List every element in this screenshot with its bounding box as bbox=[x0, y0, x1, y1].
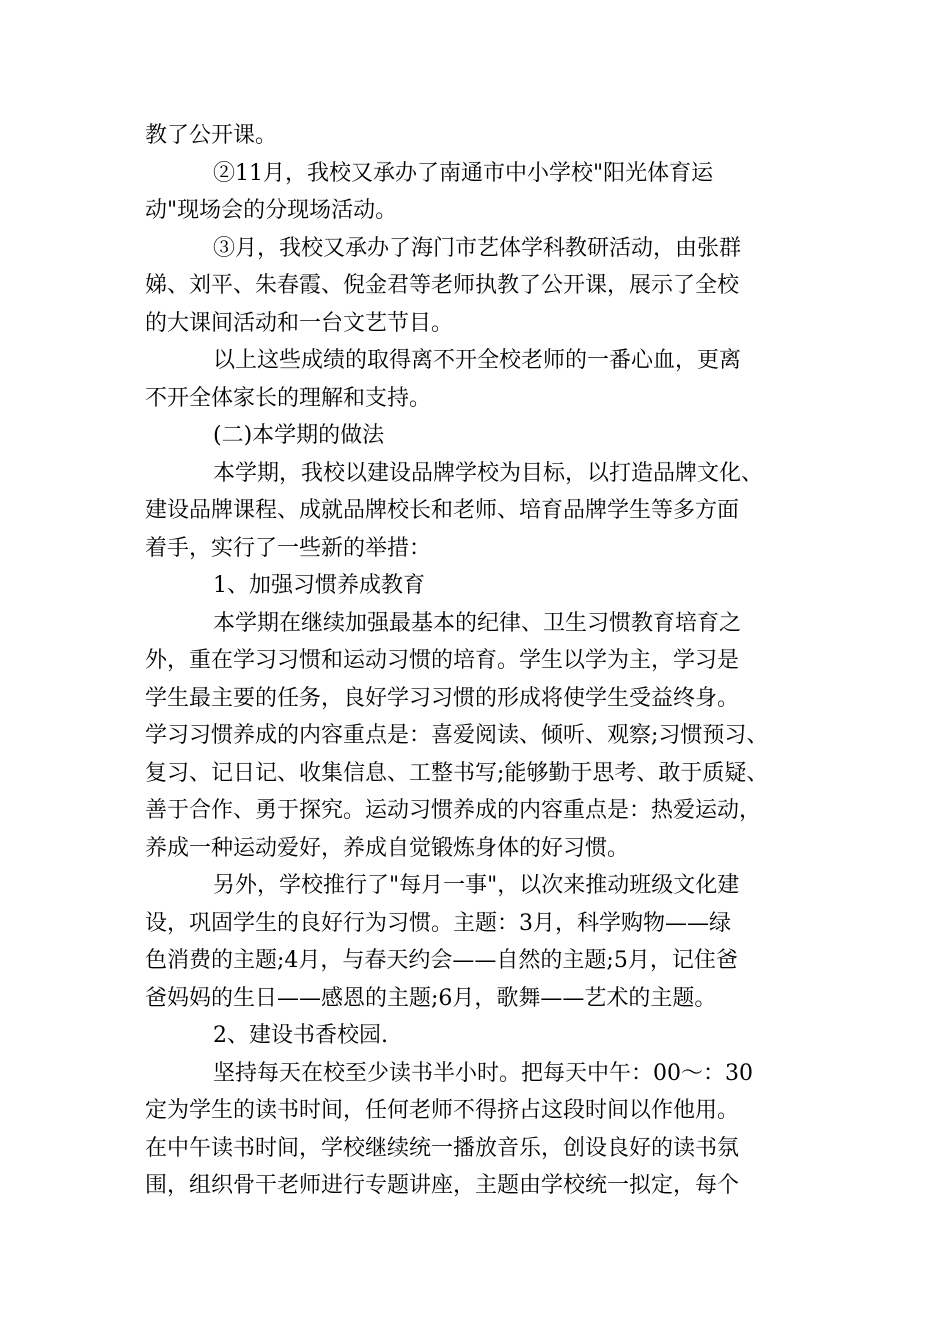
text-line: 动"现场会的分现场活动。 bbox=[145, 198, 398, 223]
text-line: 爸妈妈的生日——感恩的主题;6月，歌舞——艺术的主题。 bbox=[145, 985, 717, 1011]
section-heading: (二)本学期的做法 bbox=[213, 423, 385, 448]
text-line: 复习、记日记、收集信息、工整书写;能够勤于思考、敢于质疑、 bbox=[145, 760, 769, 786]
text-line: 围，组织骨干老师进行专题讲座，主题由学校统一拟定，每个 bbox=[145, 1173, 740, 1198]
text-line: 另外，学校推行了"每月一事"，以次来推动班级文化建 bbox=[213, 873, 740, 898]
text-line: 娣、刘平、朱春霞、倪金君等老师执教了公开课，展示了全校 bbox=[145, 273, 740, 298]
text-line: 设，巩固学生的良好行为习惯。主题：3月，科学购物——绿 bbox=[145, 910, 731, 936]
text-line: 养成一种运动爱好，养成自觉锻炼身体的好习惯。 bbox=[145, 835, 630, 861]
text-line: 以上这些成绩的取得离不开全校老师的一番心血，更离 bbox=[213, 348, 742, 373]
text-line: 本学期，我校以建设品牌学校为目标，以打造品牌文化、 bbox=[213, 460, 764, 486]
text-line: 外，重在学习习惯和运动习惯的培育。学生以学为主，学习是 bbox=[145, 648, 740, 673]
text-line: 建设品牌课程、成就品牌校长和老师、培育品牌学生等多方面 bbox=[145, 498, 740, 523]
text-line: 善于合作、勇于探究。运动习惯养成的内容重点是：热爱运动， bbox=[145, 798, 762, 823]
text-line: ②11月，我校又承办了南通市中小学校"阳光体育运 bbox=[213, 160, 714, 186]
text-line: 的大课间活动和一台文艺节目。 bbox=[145, 310, 454, 336]
text-line: 色消费的主题;4月，与春天约会——自然的主题;5月，记住爸 bbox=[145, 948, 738, 973]
text-line: 着手，实行了一些新的举措： bbox=[145, 535, 432, 561]
subsection-heading: 2、建设书香校园. bbox=[213, 1023, 388, 1048]
body-text bbox=[145, 117, 815, 1205]
text-line: 学习习惯养成的内容重点是：喜爱阅读、倾听、观察;习惯预习、 bbox=[145, 723, 769, 748]
text-line: 教了公开课。 bbox=[145, 123, 278, 148]
subsection-heading: 1、加强习惯养成教育 bbox=[213, 573, 425, 598]
text-line: 不开全体家长的理解和支持。 bbox=[145, 385, 432, 411]
text-line: 学生最主要的任务，良好学习习惯的形成将使学生受益终身。 bbox=[145, 685, 740, 711]
text-line: 定为学生的读书时间，任何老师不得挤占这段时间以作他用。 bbox=[145, 1098, 740, 1123]
text-line: 本学期在继续加强最基本的纪律、卫生习惯教育培育之 bbox=[213, 610, 742, 636]
text-line: 在中午读书时间，学校继续统一播放音乐，创设良好的读书氛 bbox=[145, 1135, 740, 1161]
text-line: ③月，我校又承办了海门市艺体学科教研活动，由张群 bbox=[213, 235, 742, 261]
text-line: 坚持每天在校至少读书半小时。把每天中午：00～：30 bbox=[213, 1060, 753, 1086]
